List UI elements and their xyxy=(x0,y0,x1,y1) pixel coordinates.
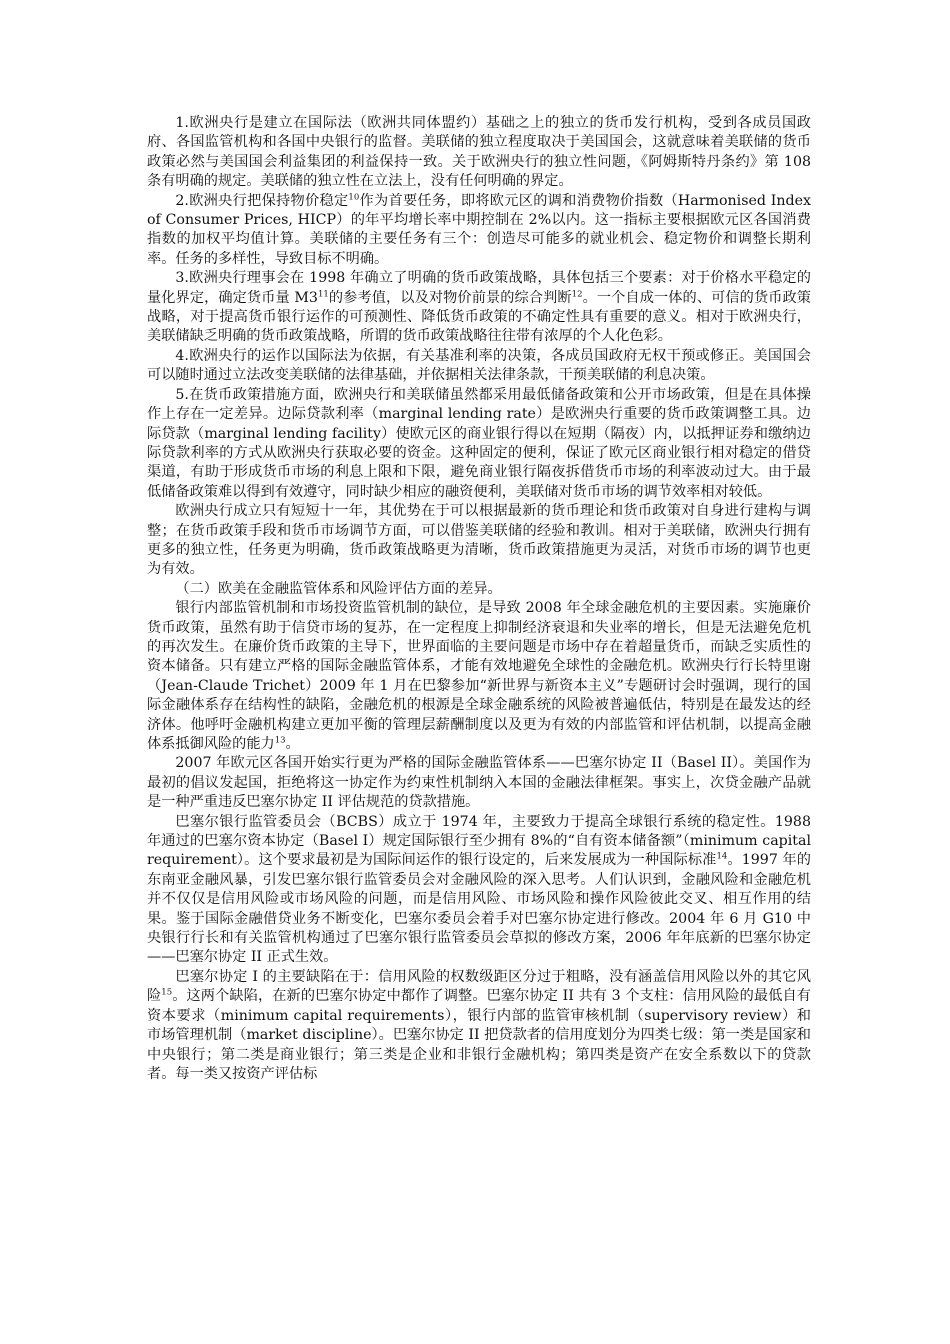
paragraph-text: 。这两个缺陷，在新的巴塞尔协定中都作了调整。巴塞尔协定 II 共有 3 个支柱：信用风险的最低自有资本要求（minimum capital requirements），银行内部的监管审核机制（supervisory review）和市场管理机制（market discipline）。巴塞尔协定 II 把贷款者的信用度划分为四类七级：第一类是国家和中央银行；第二类是商业银行；第三类是企业和非银行金融机构；第四类是资产在安全系数以下的贷款者。每一类又按资产评估标 xyxy=(147,988,811,1082)
paragraph-text: 2007 年欧元区各国开始实行更为严格的国际金融监管体系——巴塞尔协定 II（Basel II）。美国作为最初的倡议发起国，拒绝将这一协定作为约束性机制纳入本国的金融法律框架。事实上，次贷金融产品就是一种严重违反巴塞尔协定 II 评估规范的贷款措施。 xyxy=(147,755,811,811)
paragraph xyxy=(147,114,811,192)
paragraph-text: 。一个自成一体的、可信的货币政策战略，对于提高货币银行运作的可预测性、降低货币政策的不确定性具有重要的意义。相对于欧洲央行，美联储缺乏明确的货币政策战略，所谓的货币政策战略往往带有浓厚的个人化色彩。 xyxy=(147,289,811,345)
paragraph-text: 5.在货币政策措施方面，欧洲央行和美联储虽然都采用最低储备政策和公开市场政策，但是在具体操作上存在一定差异。边际贷款利率（marginal lending rate）是欧洲央行重要的货币政策调整工具。边际贷款（marginal lending facility）使欧元区的商业银行得以在短期（隔夜）内，以抵押证券和缴纳边际贷款利率的方式从欧洲央行获取必要的资金。这种固定的便利，保证了欧元区商业银行相对稳定的借贷渠道，有助于形成货币市场的利息上限和下限，避免商业银行隔夜拆借货币市场的利率波动过大。由于最低储备政策难以得到有效遵守，同时缺少相应的融资便利，美联储对货币市场的调节效率相对较低。 xyxy=(147,386,811,500)
document-body xyxy=(147,114,811,1084)
paragraph xyxy=(147,347,811,386)
footnote-marker: 11 xyxy=(317,288,329,299)
paragraph xyxy=(147,968,811,1084)
footnote-marker: 10 xyxy=(348,191,360,202)
footnote-marker: 15 xyxy=(161,987,173,998)
paragraph-text: 1.欧洲央行是建立在国际法（欧洲共同体盟约）基础之上的独立的货币发行机构，受到各成员国政府、各国监管机构和各国中央银行的监督。美联储的独立程度取决于美国国会，这就意味着美联储的货币政策必然与美国国会利益集团的利益保持一致。关于欧洲央行的独立性问题，《阿姆斯特丹条约》第 108 条有明确的规定。美联储的独立性在立法上，没有任何明确的界定。 xyxy=(147,115,811,190)
paragraph xyxy=(147,754,811,812)
paragraph-text: 2.欧洲央行把保持物价稳定 xyxy=(175,192,349,209)
paragraph-text: 3.欧洲央行理事会在 1998 年确立了明确的货币政策战略，具体包括三个要素：对于价格水平稳定的量化界定，确定货币量 M3 xyxy=(147,270,811,306)
footnote-marker: 12 xyxy=(571,288,583,299)
paragraph xyxy=(147,813,811,968)
paragraph xyxy=(147,386,811,502)
paragraph xyxy=(147,502,811,580)
footnote-marker: 13 xyxy=(274,735,286,746)
paragraph-text: 巴塞尔银行监管委员会（BCBS）成立于 1974 年，主要致力于提高全球银行系统的稳定性。1988 年通过的巴塞尔资本协定（Basel I）规定国际银行至少拥有 8%的“自有资本储备额”（minimum capital requirement）。这个要求最初是为国际间运作的银行设定的，后来发展成为一种国际标准 xyxy=(147,813,811,869)
paragraph-text: 欧洲央行成立只有短短十一年，其优势在于可以根据最新的货币理论和货币政策对自身进行建构与调整；在货币政策手段和货币市场调节方面，可以借鉴美联储的经验和教训。相对于美联储，欧洲央行拥有更多的独立性，任务更为明确，货币政策战略更为清晰，货币政策措施更为灵活，对货币市场的调节也更为有效。 xyxy=(147,503,811,578)
paragraph-text: 巴塞尔协定 I 的主要缺陷在于：信用风险的权数级距区分过于粗略，没有涵盖信用风险以外的其它风险 xyxy=(147,968,811,1005)
paragraph xyxy=(147,269,811,347)
paragraph-text: 。1997 年的东南亚金融风暴，引发巴塞尔银行监管委员会对金融风险的深入思考。人们认识到，金融风险和金融危机并不仅仅是信用风险或市场风险的问题，而是信用风险、市场风险和操作风险彼此交叉、相互作用的结果。鉴于国际金融借贷业务不断变化，巴塞尔委员会着手对巴塞尔协定进行修改。2004 年 6 月 G10 中央银行行长和有关监管机构通过了巴塞尔银行监管委员会草拟的修改方案，2006 年年底新的巴塞尔协定——巴塞尔协定 II 正式生效。 xyxy=(147,852,811,966)
paragraph-text: 。 xyxy=(285,736,300,752)
footnote-marker: 14 xyxy=(716,851,728,862)
paragraph-text: 银行内部监管机制和市场投资监管机制的缺位，是导致 2008 年全球金融危机的主要因素。实施廉价货币政策，虽然有助于信贷市场的复苏，在一定程度上抑制经济衰退和失业率的增长，但是无法避免危机的再次发生。在廉价货币政策的主导下，世界面临的主要问题是市场中存在着超量货币，而缺乏实质性的资本储备。只有建立严格的国际金融监管体系，才能有效地避免全球性的金融危机。欧洲央行行长特里谢（Jean-Claude Trichet）2009 年 1 月在巴黎参加“新世界与新资本主义”专题研讨会时强调，现行的国际金融体系存在结构性的缺陷，金融危机的根源是全球金融系统的风险被普遍低估，特别是在最发达的经济体。他呼吁金融机构建立更加平衡的管理层薪酬制度以及更为有效的内部监管和评估机制，以提高金融体系抵御风险的能力 xyxy=(147,600,811,752)
paragraph-text: 4.欧洲央行的运作以国际法为依据，有关基准利率的决策，各成员国政府无权干预或修正。美国国会可以随时通过立法改变美联储的法律基础，并依据相关法律条款，干预美联储的利息决策。 xyxy=(147,347,811,384)
paragraph xyxy=(147,599,811,754)
paragraph-text: （二）欧美在金融监管体系和风险评估方面的差异。 xyxy=(175,580,502,597)
paragraph-text: 的参考值，以及对物价前景的综合判断 xyxy=(328,289,572,306)
paragraph-text: 作为首要任务，即将欧元区的调和消费物价指数（Harmonised Index of Consumer Prices, HICP）的年平均增长率中期控制在 2%以内。这一指标主要根据欧元区各国消费指数的加权平均值计算。美联储的主要任务有三个：创造尽可能多的就业机会、稳定物价和调整长期利率。任务的多样性，导致目标不明确。 xyxy=(147,192,811,267)
section-heading xyxy=(147,580,811,599)
paragraph xyxy=(147,192,811,270)
